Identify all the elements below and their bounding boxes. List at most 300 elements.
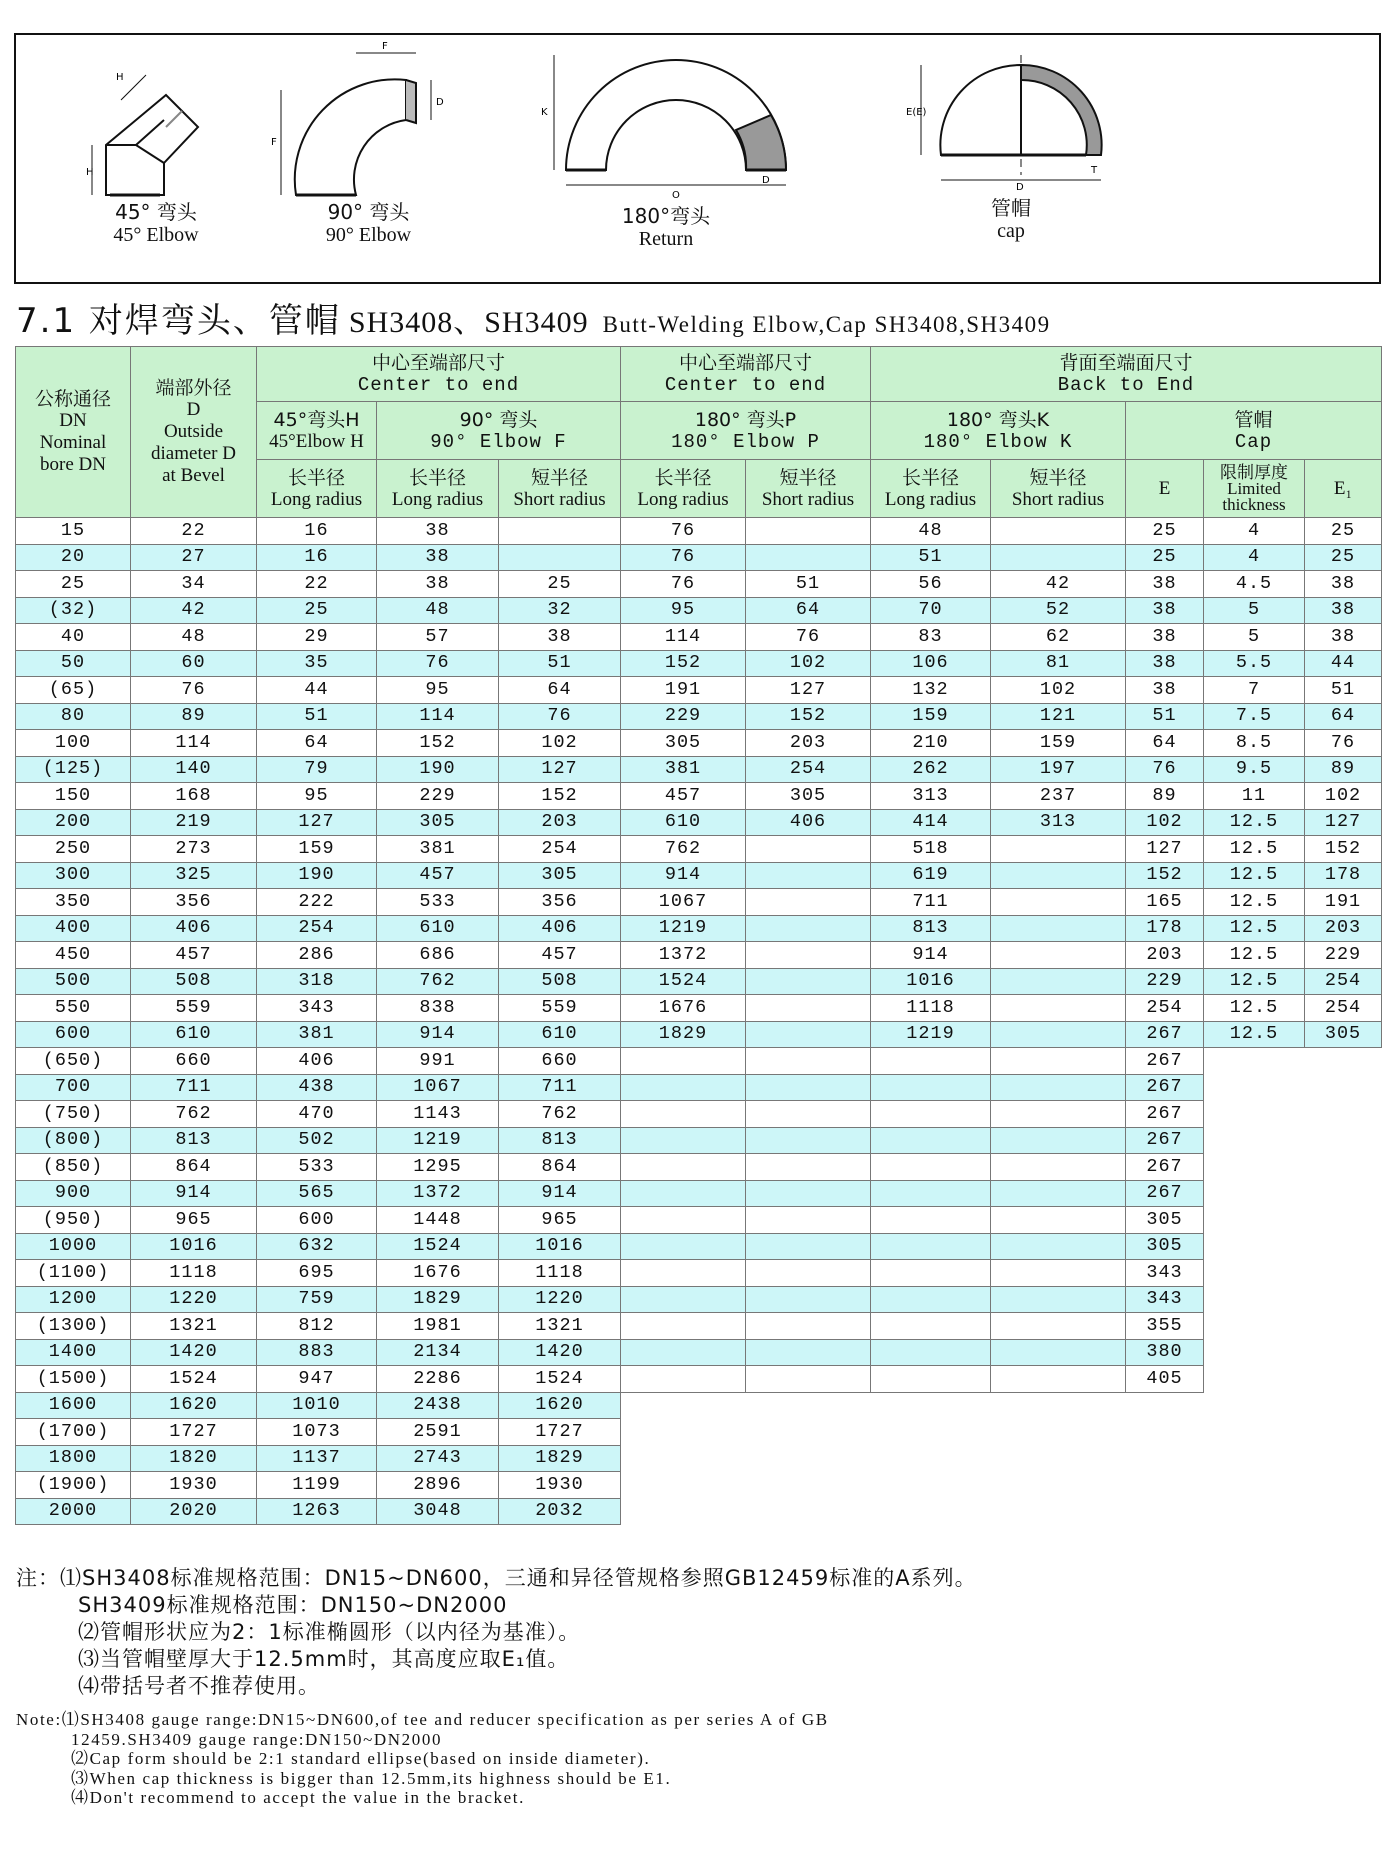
table-cell: 100 bbox=[16, 730, 131, 757]
header-short-radius: 短半径 Short radius bbox=[991, 460, 1126, 518]
table-cell: 76 bbox=[377, 650, 499, 677]
empty-cell bbox=[1204, 1207, 1305, 1234]
table-cell bbox=[621, 1127, 746, 1154]
table-cell: 190 bbox=[257, 862, 377, 889]
empty-cell bbox=[1204, 1313, 1305, 1340]
table-cell: 1321 bbox=[499, 1313, 621, 1340]
empty-cell bbox=[991, 1498, 1126, 1525]
table-cell: 695 bbox=[257, 1260, 377, 1287]
table-cell: 102 bbox=[1305, 783, 1382, 810]
table-cell: 1219 bbox=[871, 1021, 991, 1048]
table-cell: 44 bbox=[257, 677, 377, 704]
table-cell: 178 bbox=[1305, 862, 1382, 889]
table-cell: 1676 bbox=[621, 995, 746, 1022]
table-cell: 222 bbox=[257, 889, 377, 916]
table-cell: 1829 bbox=[499, 1445, 621, 1472]
table-cell: 76 bbox=[621, 518, 746, 545]
table-cell bbox=[746, 836, 871, 863]
table-cell bbox=[871, 1286, 991, 1313]
empty-cell bbox=[1204, 1498, 1305, 1525]
table-cell: 343 bbox=[257, 995, 377, 1022]
table-cell: 121 bbox=[991, 703, 1126, 730]
table-cell: (950) bbox=[16, 1207, 131, 1234]
table-cell bbox=[991, 1260, 1126, 1287]
table-cell: 102 bbox=[746, 650, 871, 677]
table-cell: 262 bbox=[871, 756, 991, 783]
table-row bbox=[16, 1286, 1382, 1313]
table-cell: 267 bbox=[1126, 1154, 1204, 1181]
table-cell bbox=[746, 1154, 871, 1181]
table-cell: 1524 bbox=[499, 1366, 621, 1393]
empty-cell bbox=[621, 1498, 746, 1525]
table-cell: 62 bbox=[991, 624, 1126, 651]
table-cell: 81 bbox=[991, 650, 1126, 677]
empty-cell bbox=[1305, 1498, 1382, 1525]
table-cell: 533 bbox=[377, 889, 499, 916]
table-cell: (1900) bbox=[16, 1472, 131, 1499]
table-row bbox=[16, 968, 1382, 995]
table-cell: 457 bbox=[621, 783, 746, 810]
table-cell: 1930 bbox=[499, 1472, 621, 1499]
table-row bbox=[16, 1127, 1382, 1154]
table-cell: 38 bbox=[1305, 597, 1382, 624]
figure-panel bbox=[14, 33, 1381, 284]
header-od: 端部外径 D Outside diameter D at Bevel bbox=[131, 347, 257, 518]
table-cell: 565 bbox=[257, 1180, 377, 1207]
table-cell bbox=[871, 1074, 991, 1101]
table-cell bbox=[991, 544, 1126, 571]
empty-cell bbox=[746, 1392, 871, 1419]
table-cell: 150 bbox=[16, 783, 131, 810]
table-cell: 2743 bbox=[377, 1445, 499, 1472]
cap-caption: 管帽 cap bbox=[991, 196, 1031, 242]
table-cell: 406 bbox=[131, 915, 257, 942]
table-cell: 42 bbox=[131, 597, 257, 624]
table-cell: 533 bbox=[257, 1154, 377, 1181]
table-cell: 518 bbox=[871, 836, 991, 863]
table-cell: (125) bbox=[16, 756, 131, 783]
table-row bbox=[16, 1207, 1382, 1234]
header-long-radius: 长半径 Long radius bbox=[871, 460, 991, 518]
table-cell: 127 bbox=[1305, 809, 1382, 836]
table-cell: 1620 bbox=[499, 1392, 621, 1419]
table-cell: 48 bbox=[871, 518, 991, 545]
table-cell: 203 bbox=[1126, 942, 1204, 969]
empty-cell bbox=[746, 1445, 871, 1472]
table-cell: 1372 bbox=[377, 1180, 499, 1207]
empty-cell bbox=[1305, 1048, 1382, 1075]
table-cell bbox=[746, 1207, 871, 1234]
table-cell: 350 bbox=[16, 889, 131, 916]
header-short-radius: 短半径 Short radius bbox=[746, 460, 871, 518]
table-cell: 64 bbox=[257, 730, 377, 757]
table-cell: 1820 bbox=[131, 1445, 257, 1472]
table-cell: 300 bbox=[16, 862, 131, 889]
table-cell bbox=[991, 1339, 1126, 1366]
empty-cell bbox=[1305, 1101, 1382, 1128]
table-cell: 38 bbox=[377, 571, 499, 598]
table-cell: 51 bbox=[746, 571, 871, 598]
table-cell: 50 bbox=[16, 650, 131, 677]
empty-cell bbox=[1126, 1472, 1204, 1499]
table-cell bbox=[746, 942, 871, 969]
table-cell bbox=[991, 1366, 1126, 1393]
empty-cell bbox=[1204, 1074, 1305, 1101]
table-cell: 1727 bbox=[499, 1419, 621, 1446]
table-cell bbox=[871, 1048, 991, 1075]
table-cell: 762 bbox=[131, 1101, 257, 1128]
table-cell: 102 bbox=[499, 730, 621, 757]
table-cell bbox=[746, 1339, 871, 1366]
table-cell: 12.5 bbox=[1204, 836, 1305, 863]
table-cell: 914 bbox=[131, 1180, 257, 1207]
note-en-4: ⑶When cap thickness is bigger than 12.5mm,its highness should be E1. bbox=[71, 1768, 672, 1788]
table-cell: 38 bbox=[1126, 650, 1204, 677]
note-zh-3: ⑵管帽形状应为2：1标准椭圆形（以内径为基准）。 bbox=[78, 1620, 581, 1644]
table-cell: 95 bbox=[257, 783, 377, 810]
table-cell: 25 bbox=[257, 597, 377, 624]
header-limited-thickness: 限制厚度 Limited thickness bbox=[1204, 460, 1305, 518]
table-cell: 406 bbox=[257, 1048, 377, 1075]
spec-table bbox=[15, 346, 1382, 1525]
table-cell: 44 bbox=[1305, 650, 1382, 677]
table-cell: 508 bbox=[499, 968, 621, 995]
table-cell: 64 bbox=[1305, 703, 1382, 730]
table-cell: 56 bbox=[871, 571, 991, 598]
empty-cell bbox=[1204, 1419, 1305, 1446]
table-cell: 5 bbox=[1204, 597, 1305, 624]
empty-cell bbox=[1204, 1392, 1305, 1419]
table-cell: 12.5 bbox=[1204, 1021, 1305, 1048]
table-cell bbox=[991, 1154, 1126, 1181]
table-cell: 812 bbox=[257, 1313, 377, 1340]
table-cell: 5.5 bbox=[1204, 650, 1305, 677]
table-cell: 254 bbox=[1126, 995, 1204, 1022]
table-cell: 600 bbox=[257, 1207, 377, 1234]
table-cell: 619 bbox=[871, 862, 991, 889]
table-cell: 152 bbox=[499, 783, 621, 810]
table-cell bbox=[871, 1154, 991, 1181]
table-cell: 40 bbox=[16, 624, 131, 651]
table-cell: 1118 bbox=[871, 995, 991, 1022]
table-cell bbox=[621, 1366, 746, 1393]
table-cell: 305 bbox=[377, 809, 499, 836]
table-cell: 229 bbox=[621, 703, 746, 730]
empty-cell bbox=[1305, 1180, 1382, 1207]
table-cell: 4 bbox=[1204, 544, 1305, 571]
table-cell: 380 bbox=[1126, 1339, 1204, 1366]
table-cell bbox=[746, 1048, 871, 1075]
table-cell: 102 bbox=[1126, 809, 1204, 836]
header-cap-e1: E₁ bbox=[1305, 460, 1382, 518]
empty-cell bbox=[1204, 1339, 1305, 1366]
table-cell: 883 bbox=[257, 1339, 377, 1366]
table-cell: 89 bbox=[1305, 756, 1382, 783]
table-cell: 2438 bbox=[377, 1392, 499, 1419]
empty-cell bbox=[991, 1419, 1126, 1446]
table-row bbox=[16, 1101, 1382, 1128]
table-cell: 95 bbox=[621, 597, 746, 624]
empty-cell bbox=[1204, 1286, 1305, 1313]
table-cell bbox=[991, 836, 1126, 863]
table-cell: 127 bbox=[1126, 836, 1204, 863]
empty-cell bbox=[1305, 1366, 1382, 1393]
empty-cell bbox=[871, 1472, 991, 1499]
svg-text:D: D bbox=[762, 175, 770, 186]
table-cell bbox=[746, 518, 871, 545]
empty-cell bbox=[1305, 1313, 1382, 1340]
table-cell: 1199 bbox=[257, 1472, 377, 1499]
svg-text:O: O bbox=[672, 190, 680, 201]
table-cell: 900 bbox=[16, 1180, 131, 1207]
empty-cell bbox=[991, 1392, 1126, 1419]
table-cell: 51 bbox=[1305, 677, 1382, 704]
table-row bbox=[16, 915, 1382, 942]
table-cell: 610 bbox=[377, 915, 499, 942]
table-cell bbox=[991, 1048, 1126, 1075]
empty-cell bbox=[1126, 1445, 1204, 1472]
table-cell: 700 bbox=[16, 1074, 131, 1101]
table-cell: 1073 bbox=[257, 1419, 377, 1446]
table-row bbox=[16, 730, 1382, 757]
table-cell: 1118 bbox=[131, 1260, 257, 1287]
table-cell: 2896 bbox=[377, 1472, 499, 1499]
table-cell bbox=[621, 1101, 746, 1128]
note-zh-4: ⑶当管帽壁厚大于12.5mm时，其高度应取E₁值。 bbox=[78, 1647, 570, 1671]
table-row bbox=[16, 1472, 1382, 1499]
table-cell: 406 bbox=[746, 809, 871, 836]
elbow-90-caption: 90° 弯头 90° Elbow bbox=[325, 200, 412, 246]
table-cell: 500 bbox=[16, 968, 131, 995]
table-cell bbox=[991, 915, 1126, 942]
table-cell bbox=[746, 1260, 871, 1287]
table-cell: 600 bbox=[16, 1021, 131, 1048]
table-cell: 237 bbox=[991, 783, 1126, 810]
table-cell bbox=[871, 1233, 991, 1260]
empty-cell bbox=[991, 1445, 1126, 1472]
header-long-radius: 长半径 Long radius bbox=[621, 460, 746, 518]
table-cell: (1300) bbox=[16, 1313, 131, 1340]
table-cell: 76 bbox=[621, 544, 746, 571]
table-cell: 114 bbox=[377, 703, 499, 730]
table-cell: 29 bbox=[257, 624, 377, 651]
table-cell: 2134 bbox=[377, 1339, 499, 1366]
table-cell: 813 bbox=[499, 1127, 621, 1154]
table-cell: 70 bbox=[871, 597, 991, 624]
table-row bbox=[16, 1498, 1382, 1525]
table-cell: 159 bbox=[991, 730, 1126, 757]
table-cell: 152 bbox=[621, 650, 746, 677]
table-cell: 813 bbox=[131, 1127, 257, 1154]
table-cell: 325 bbox=[131, 862, 257, 889]
table-cell: (850) bbox=[16, 1154, 131, 1181]
empty-cell bbox=[1204, 1154, 1305, 1181]
table-cell: 864 bbox=[131, 1154, 257, 1181]
table-cell: 48 bbox=[131, 624, 257, 651]
table-cell: 83 bbox=[871, 624, 991, 651]
svg-text:D: D bbox=[1016, 182, 1024, 193]
table-cell: 76 bbox=[1126, 756, 1204, 783]
table-cell: 12.5 bbox=[1204, 942, 1305, 969]
table-cell: 610 bbox=[621, 809, 746, 836]
table-cell bbox=[991, 1233, 1126, 1260]
elbow-45-caption: 45° 弯头 45° Elbow bbox=[113, 200, 199, 246]
table-cell: 381 bbox=[257, 1021, 377, 1048]
table-cell: 914 bbox=[377, 1021, 499, 1048]
svg-text:H: H bbox=[86, 167, 94, 178]
table-cell: 1200 bbox=[16, 1286, 131, 1313]
table-cell: 305 bbox=[746, 783, 871, 810]
table-cell bbox=[499, 518, 621, 545]
table-cell: 1420 bbox=[131, 1339, 257, 1366]
table-cell: 660 bbox=[499, 1048, 621, 1075]
table-cell: 2591 bbox=[377, 1419, 499, 1446]
table-cell: 610 bbox=[131, 1021, 257, 1048]
table-cell: 229 bbox=[377, 783, 499, 810]
table-cell: 1727 bbox=[131, 1419, 257, 1446]
table-cell bbox=[746, 862, 871, 889]
table-cell: 1016 bbox=[499, 1233, 621, 1260]
empty-cell bbox=[1126, 1392, 1204, 1419]
table-cell: 305 bbox=[621, 730, 746, 757]
table-cell: 8.5 bbox=[1204, 730, 1305, 757]
table-cell: 1016 bbox=[131, 1233, 257, 1260]
empty-cell bbox=[1305, 1127, 1382, 1154]
empty-cell bbox=[1305, 1472, 1382, 1499]
table-cell bbox=[871, 1260, 991, 1287]
table-cell: 76 bbox=[746, 624, 871, 651]
header-short-radius: 短半径 Short radius bbox=[499, 460, 621, 518]
svg-text:H: H bbox=[116, 72, 124, 83]
table-cell: 57 bbox=[377, 624, 499, 651]
empty-cell bbox=[621, 1419, 746, 1446]
table-cell: 76 bbox=[621, 571, 746, 598]
empty-cell bbox=[1305, 1392, 1382, 1419]
table-cell: 914 bbox=[621, 862, 746, 889]
table-row bbox=[16, 889, 1382, 916]
header-center-to-end-1: 中心至端部尺寸 Center to end bbox=[257, 347, 621, 402]
table-cell: 25 bbox=[1126, 518, 1204, 545]
empty-cell bbox=[1305, 1207, 1382, 1234]
table-cell: 7.5 bbox=[1204, 703, 1305, 730]
table-cell: 95 bbox=[377, 677, 499, 704]
table-row bbox=[16, 783, 1382, 810]
table-cell: 1010 bbox=[257, 1392, 377, 1419]
empty-cell bbox=[1305, 1445, 1382, 1472]
table-cell: 1420 bbox=[499, 1339, 621, 1366]
table-body bbox=[16, 518, 1382, 1525]
empty-cell bbox=[1204, 1233, 1305, 1260]
table-cell: 35 bbox=[257, 650, 377, 677]
table-cell: 838 bbox=[377, 995, 499, 1022]
svg-text:K: K bbox=[541, 107, 548, 118]
table-row bbox=[16, 1313, 1382, 1340]
table-cell: 470 bbox=[257, 1101, 377, 1128]
table-cell: 152 bbox=[377, 730, 499, 757]
header-cap-e: E bbox=[1126, 460, 1204, 518]
table-cell: 197 bbox=[991, 756, 1126, 783]
table-cell: 1829 bbox=[377, 1286, 499, 1313]
empty-cell bbox=[1204, 1180, 1305, 1207]
table-cell: 1600 bbox=[16, 1392, 131, 1419]
table-cell: 305 bbox=[1305, 1021, 1382, 1048]
table-cell: 343 bbox=[1126, 1260, 1204, 1287]
empty-cell bbox=[1126, 1419, 1204, 1446]
table-cell: 1016 bbox=[871, 968, 991, 995]
empty-cell bbox=[746, 1472, 871, 1499]
table-row bbox=[16, 1392, 1382, 1419]
table-cell: 12.5 bbox=[1204, 915, 1305, 942]
svg-text:F: F bbox=[271, 137, 277, 148]
table-cell: 64 bbox=[1126, 730, 1204, 757]
table-cell: 229 bbox=[1305, 942, 1382, 969]
empty-cell bbox=[621, 1392, 746, 1419]
table-cell: 914 bbox=[871, 942, 991, 969]
table-cell: 1524 bbox=[377, 1233, 499, 1260]
table-cell: 254 bbox=[746, 756, 871, 783]
empty-cell bbox=[871, 1445, 991, 1472]
table-row bbox=[16, 1366, 1382, 1393]
table-cell bbox=[871, 1101, 991, 1128]
table-cell: 203 bbox=[1305, 915, 1382, 942]
table-cell: 76 bbox=[131, 677, 257, 704]
table-cell: 25 bbox=[499, 571, 621, 598]
table-cell: 27 bbox=[131, 544, 257, 571]
table-cell: 191 bbox=[1305, 889, 1382, 916]
table-cell: 267 bbox=[1126, 1074, 1204, 1101]
table-cell: 381 bbox=[621, 756, 746, 783]
table-cell: 1067 bbox=[377, 1074, 499, 1101]
table-cell: 102 bbox=[991, 677, 1126, 704]
table-cell: 219 bbox=[131, 809, 257, 836]
table-cell: 114 bbox=[621, 624, 746, 651]
table-row bbox=[16, 809, 1382, 836]
table-cell: 79 bbox=[257, 756, 377, 783]
note-en-1: Note:⑴SH3408 gauge range:DN15~DN600,of tee and reducer specification as per series A of GB bbox=[16, 1710, 829, 1729]
table-cell: 12.5 bbox=[1204, 862, 1305, 889]
table-cell: 152 bbox=[1126, 862, 1204, 889]
table-cell bbox=[991, 995, 1126, 1022]
header-center-to-end-2: 中心至端部尺寸 Center to end bbox=[621, 347, 871, 402]
empty-cell bbox=[621, 1472, 746, 1499]
table-row bbox=[16, 756, 1382, 783]
table-cell: 1137 bbox=[257, 1445, 377, 1472]
table-cell: 38 bbox=[377, 544, 499, 571]
table-row bbox=[16, 1154, 1382, 1181]
table-cell: 12.5 bbox=[1204, 889, 1305, 916]
table-cell bbox=[746, 968, 871, 995]
title-english: Butt-Welding Elbow,Cap SH3408,SH3409 bbox=[602, 312, 1051, 337]
title-main: 7.1 对焊弯头、管帽 bbox=[16, 301, 341, 341]
table-cell: 12.5 bbox=[1204, 968, 1305, 995]
table-cell: 89 bbox=[131, 703, 257, 730]
table-cell: 2032 bbox=[499, 1498, 621, 1525]
table-cell bbox=[991, 1101, 1126, 1128]
table-row bbox=[16, 1445, 1382, 1472]
table-cell: 414 bbox=[871, 809, 991, 836]
table-cell: 25 bbox=[1305, 544, 1382, 571]
table-cell: 381 bbox=[377, 836, 499, 863]
table-cell: 1295 bbox=[377, 1154, 499, 1181]
empty-cell bbox=[1305, 1074, 1382, 1101]
table-cell: 759 bbox=[257, 1286, 377, 1313]
empty-cell bbox=[746, 1498, 871, 1525]
table-cell bbox=[621, 1286, 746, 1313]
empty-cell bbox=[871, 1392, 991, 1419]
table-cell: 1263 bbox=[257, 1498, 377, 1525]
table-cell bbox=[991, 1127, 1126, 1154]
table-cell bbox=[991, 862, 1126, 889]
